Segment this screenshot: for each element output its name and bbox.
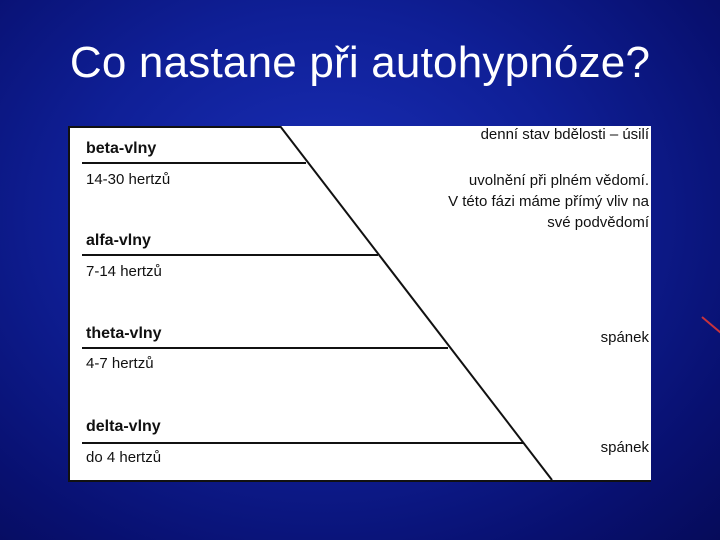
band-frequency-beta: 14-30 hertzů (86, 171, 171, 188)
state-alfa-line-2: V této fázi máme přímý vliv na (448, 193, 649, 210)
brainwave-diagram (68, 126, 651, 482)
slide-title: Co nastane při autohypnóze? (69, 38, 651, 87)
band-frequency-alfa: 7-14 hertzů (86, 263, 162, 280)
band-frequency-theta: 4-7 hertzů (86, 355, 154, 372)
band-frequency-delta: do 4 hertzů (86, 449, 162, 466)
band-name-alfa: alfa-vlny (86, 232, 151, 249)
band-name-theta: theta-vlny (86, 325, 162, 342)
state-beta: denní stav bdělosti – úsilí (480, 126, 649, 143)
state-theta: spánek (600, 329, 649, 346)
band-name-delta: delta-vlny (86, 418, 161, 435)
state-alfa-line-3: své podvědomí (547, 214, 649, 231)
band-name-beta: beta-vlny (86, 140, 157, 157)
state-alfa-line-1: uvolnění při plném vědomí. (468, 172, 649, 189)
state-delta: spánek (600, 439, 649, 456)
decorative-accent-line (701, 316, 720, 334)
